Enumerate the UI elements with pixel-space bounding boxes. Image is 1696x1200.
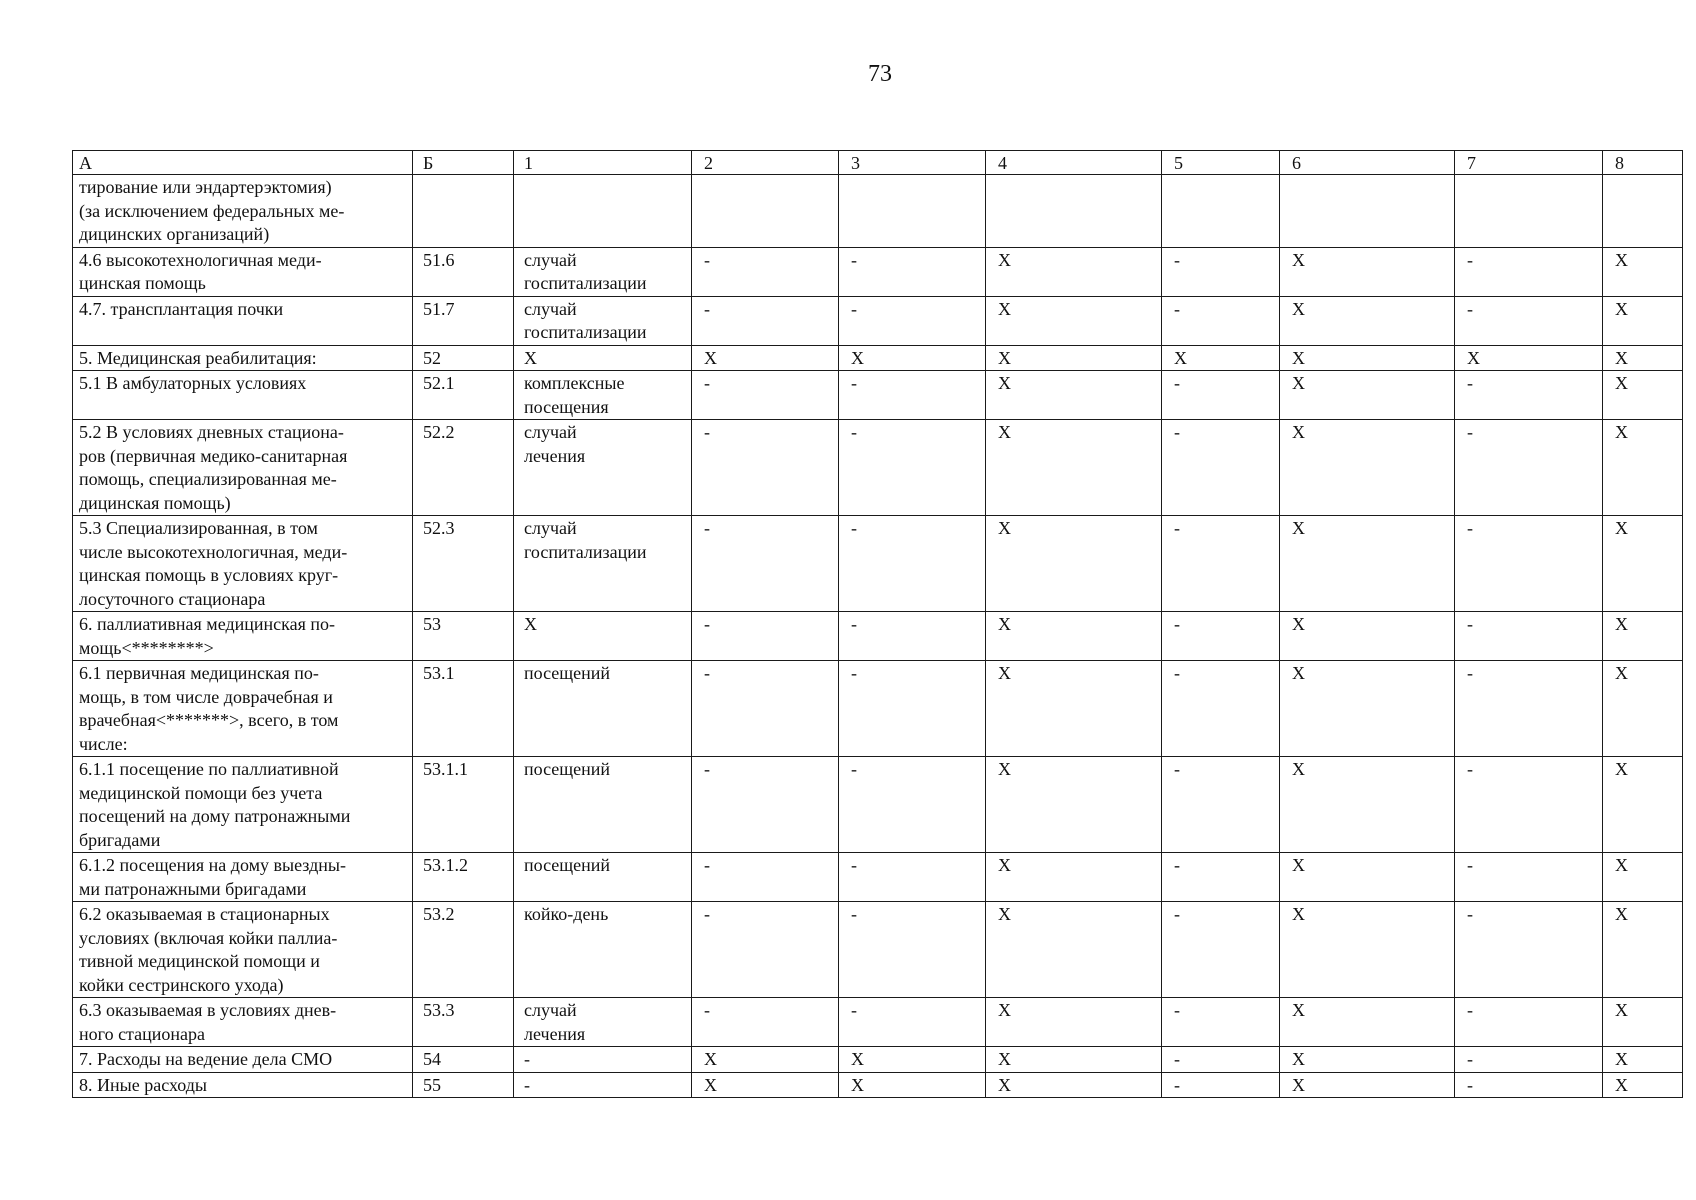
- cell-col-7: -: [1455, 247, 1603, 296]
- cell-col-6: X: [1280, 296, 1455, 345]
- cell-col-2: -: [692, 420, 839, 516]
- cell-unit: случай госпитализации: [514, 247, 692, 296]
- cell-col-2: -: [692, 516, 839, 612]
- cell-col-5: -: [1162, 296, 1280, 345]
- cell-name: 7. Расходы на ведение дела СМО: [73, 1047, 413, 1073]
- cell-col-4: X: [986, 296, 1162, 345]
- cell-col-6: [1280, 175, 1455, 248]
- cell-col-5: -: [1162, 757, 1280, 853]
- cell-col-8: X: [1603, 1047, 1683, 1073]
- cell-col-2: -: [692, 371, 839, 420]
- cell-col-2: -: [692, 853, 839, 902]
- cell-col-3: X: [839, 345, 986, 371]
- table-row: [73, 345, 1683, 371]
- cell-col-2: [692, 175, 839, 248]
- cell-col-3: X: [839, 1072, 986, 1098]
- cell-col-8: X: [1603, 612, 1683, 661]
- table-row: [73, 247, 1683, 296]
- table-row: [73, 853, 1683, 902]
- cell-col-5: -: [1162, 1047, 1280, 1073]
- cell-unit: случай госпитализации: [514, 516, 692, 612]
- cell-col-4: X: [986, 661, 1162, 757]
- cell-col-8: X: [1603, 345, 1683, 371]
- cell-col-8: X: [1603, 247, 1683, 296]
- cell-col-3: -: [839, 420, 986, 516]
- cell-col-7: -: [1455, 853, 1603, 902]
- cell-name: 8. Иные расходы: [73, 1072, 413, 1098]
- cell-col-3: [839, 175, 986, 248]
- cell-code: 53.1: [413, 661, 514, 757]
- cell-name: 6.1.1 посещение по паллиативной медицинской помощи без учета посещений на дому патронажными бригадами: [73, 757, 413, 853]
- cell-unit: -: [514, 1072, 692, 1098]
- table-row: [73, 175, 1683, 248]
- header-cell-4: 4: [986, 151, 1162, 175]
- cell-col-7: -: [1455, 516, 1603, 612]
- cell-col-5: X: [1162, 345, 1280, 371]
- cell-col-2: -: [692, 612, 839, 661]
- cell-col-8: X: [1603, 420, 1683, 516]
- cell-unit: случай лечения: [514, 420, 692, 516]
- cell-col-5: -: [1162, 516, 1280, 612]
- table-row: [73, 998, 1683, 1047]
- cell-code: 52: [413, 345, 514, 371]
- cell-col-5: -: [1162, 902, 1280, 998]
- cell-col-8: X: [1603, 757, 1683, 853]
- cell-col-5: -: [1162, 612, 1280, 661]
- cell-unit: койко-день: [514, 902, 692, 998]
- cell-name: 5.2 В условиях дневных стациона- ров (первичная медико-санитарная помощь, специализированная ме- дицинская помощь): [73, 420, 413, 516]
- cell-col-4: X: [986, 516, 1162, 612]
- cell-col-8: X: [1603, 661, 1683, 757]
- cell-code: [413, 175, 514, 248]
- cell-name: 4.6 высокотехнологичная меди- цинская помощь: [73, 247, 413, 296]
- cell-unit: [514, 175, 692, 248]
- cell-col-6: X: [1280, 661, 1455, 757]
- cell-code: 53.3: [413, 998, 514, 1047]
- cell-unit: случай госпитализации: [514, 296, 692, 345]
- cell-unit: посещений: [514, 661, 692, 757]
- page-number: 73: [868, 61, 892, 87]
- cell-col-7: -: [1455, 371, 1603, 420]
- header-cell-7: 7: [1455, 151, 1603, 175]
- cell-name: 5.3 Специализированная, в том числе высокотехнологичная, меди- цинская помощь в условиях круг- лосуточного стационара: [73, 516, 413, 612]
- cell-col-7: -: [1455, 612, 1603, 661]
- cell-col-8: X: [1603, 1072, 1683, 1098]
- cell-col-3: -: [839, 247, 986, 296]
- cell-col-8: X: [1603, 998, 1683, 1047]
- cell-col-7: -: [1455, 1047, 1603, 1073]
- cell-col-2: -: [692, 902, 839, 998]
- cell-name: 6.1 первичная медицинская по- мощь, в том числе доврачебная и врачебная<*******>, всего, в том числе:: [73, 661, 413, 757]
- cell-col-8: X: [1603, 853, 1683, 902]
- cell-code: 51.7: [413, 296, 514, 345]
- cell-col-3: -: [839, 661, 986, 757]
- cell-col-3: -: [839, 757, 986, 853]
- cell-col-3: -: [839, 998, 986, 1047]
- cell-col-6: X: [1280, 371, 1455, 420]
- cell-col-6: X: [1280, 612, 1455, 661]
- cell-name: 5. Медицинская реабилитация:: [73, 345, 413, 371]
- cell-col-6: X: [1280, 998, 1455, 1047]
- cell-col-7: [1455, 175, 1603, 248]
- cell-unit: посещений: [514, 757, 692, 853]
- cell-col-7: -: [1455, 757, 1603, 853]
- cell-unit: посещений: [514, 853, 692, 902]
- cell-col-4: X: [986, 1047, 1162, 1073]
- table-row: [73, 757, 1683, 853]
- cell-col-4: X: [986, 902, 1162, 998]
- table-row: [73, 1072, 1683, 1098]
- cell-col-3: -: [839, 612, 986, 661]
- header-cell-3: 3: [839, 151, 986, 175]
- cell-code: 53.1.2: [413, 853, 514, 902]
- cell-col-5: -: [1162, 998, 1280, 1047]
- cell-col-4: [986, 175, 1162, 248]
- cell-code: 53.1.1: [413, 757, 514, 853]
- cell-name: 6.3 оказываемая в условиях днев- ного стационара: [73, 998, 413, 1047]
- header-cell-a: А: [73, 151, 413, 175]
- cell-col-4: X: [986, 612, 1162, 661]
- table-row: [73, 420, 1683, 516]
- header-cell-6: 6: [1280, 151, 1455, 175]
- table-row: [73, 296, 1683, 345]
- cell-col-8: X: [1603, 296, 1683, 345]
- cell-col-8: X: [1603, 516, 1683, 612]
- cell-col-8: X: [1603, 371, 1683, 420]
- cell-name: 6.1.2 посещения на дому выездны- ми патронажными бригадами: [73, 853, 413, 902]
- header-cell-b: Б: [413, 151, 514, 175]
- cell-col-6: X: [1280, 853, 1455, 902]
- cell-col-3: -: [839, 296, 986, 345]
- cell-unit: X: [514, 612, 692, 661]
- cell-code: 52.3: [413, 516, 514, 612]
- cell-col-5: [1162, 175, 1280, 248]
- cell-unit: комплексные посещения: [514, 371, 692, 420]
- table-row: [73, 1047, 1683, 1073]
- cell-col-6: X: [1280, 902, 1455, 998]
- cell-col-2: -: [692, 757, 839, 853]
- header-cell-2: 2: [692, 151, 839, 175]
- cell-col-7: -: [1455, 661, 1603, 757]
- table-row: [73, 516, 1683, 612]
- cell-col-5: -: [1162, 420, 1280, 516]
- cell-name: 5.1 В амбулаторных условиях: [73, 371, 413, 420]
- cell-col-6: X: [1280, 345, 1455, 371]
- cell-col-7: X: [1455, 345, 1603, 371]
- table-row: [73, 371, 1683, 420]
- cell-name: 6. паллиативная медицинская по- мощь<********>: [73, 612, 413, 661]
- cell-col-7: -: [1455, 420, 1603, 516]
- cell-code: 54: [413, 1047, 514, 1073]
- cell-name: тирование или эндартерэктомия) (за исключением федеральных ме- дицинских организаций): [73, 175, 413, 248]
- cell-code: 53.2: [413, 902, 514, 998]
- cell-col-2: -: [692, 661, 839, 757]
- cell-col-8: X: [1603, 902, 1683, 998]
- cell-col-6: X: [1280, 247, 1455, 296]
- cell-col-6: X: [1280, 516, 1455, 612]
- cell-col-6: X: [1280, 757, 1455, 853]
- cell-col-2: -: [692, 247, 839, 296]
- cell-col-4: X: [986, 420, 1162, 516]
- cell-code: 51.6: [413, 247, 514, 296]
- cell-col-3: X: [839, 1047, 986, 1073]
- cell-col-4: X: [986, 998, 1162, 1047]
- cell-col-3: -: [839, 516, 986, 612]
- cell-col-2: -: [692, 296, 839, 345]
- cell-col-5: -: [1162, 371, 1280, 420]
- header-cell-1: 1: [514, 151, 692, 175]
- cell-unit: случай лечения: [514, 998, 692, 1047]
- header-cell-5: 5: [1162, 151, 1280, 175]
- cell-unit: -: [514, 1047, 692, 1073]
- cell-col-4: X: [986, 1072, 1162, 1098]
- cell-col-7: -: [1455, 902, 1603, 998]
- cell-col-3: -: [839, 853, 986, 902]
- cell-col-7: -: [1455, 296, 1603, 345]
- cell-col-7: -: [1455, 998, 1603, 1047]
- cell-unit: X: [514, 345, 692, 371]
- cell-col-5: -: [1162, 853, 1280, 902]
- cell-code: 52.1: [413, 371, 514, 420]
- table-row: [73, 902, 1683, 998]
- table-row: [73, 612, 1683, 661]
- data-table: [72, 150, 1683, 1098]
- cell-col-6: X: [1280, 1072, 1455, 1098]
- cell-col-2: X: [692, 1072, 839, 1098]
- table-header-row: [73, 151, 1683, 175]
- cell-col-5: -: [1162, 1072, 1280, 1098]
- cell-col-4: X: [986, 853, 1162, 902]
- cell-col-4: X: [986, 247, 1162, 296]
- cell-col-4: X: [986, 371, 1162, 420]
- cell-col-8: [1603, 175, 1683, 248]
- cell-col-6: X: [1280, 1047, 1455, 1073]
- cell-col-7: -: [1455, 1072, 1603, 1098]
- cell-code: 52.2: [413, 420, 514, 516]
- cell-col-5: -: [1162, 661, 1280, 757]
- cell-col-2: X: [692, 1047, 839, 1073]
- cell-name: 6.2 оказываемая в стационарных условиях (включая койки паллиа- тивной медицинской помощи и койки сестринского ухода): [73, 902, 413, 998]
- cell-code: 55: [413, 1072, 514, 1098]
- cell-col-6: X: [1280, 420, 1455, 516]
- cell-col-5: -: [1162, 247, 1280, 296]
- cell-col-2: -: [692, 998, 839, 1047]
- cell-name: 4.7. трансплантация почки: [73, 296, 413, 345]
- cell-code: 53: [413, 612, 514, 661]
- table-row: [73, 661, 1683, 757]
- header-cell-8: 8: [1603, 151, 1683, 175]
- cell-col-4: X: [986, 345, 1162, 371]
- cell-col-3: -: [839, 902, 986, 998]
- cell-col-3: -: [839, 371, 986, 420]
- cell-col-2: X: [692, 345, 839, 371]
- cell-col-4: X: [986, 757, 1162, 853]
